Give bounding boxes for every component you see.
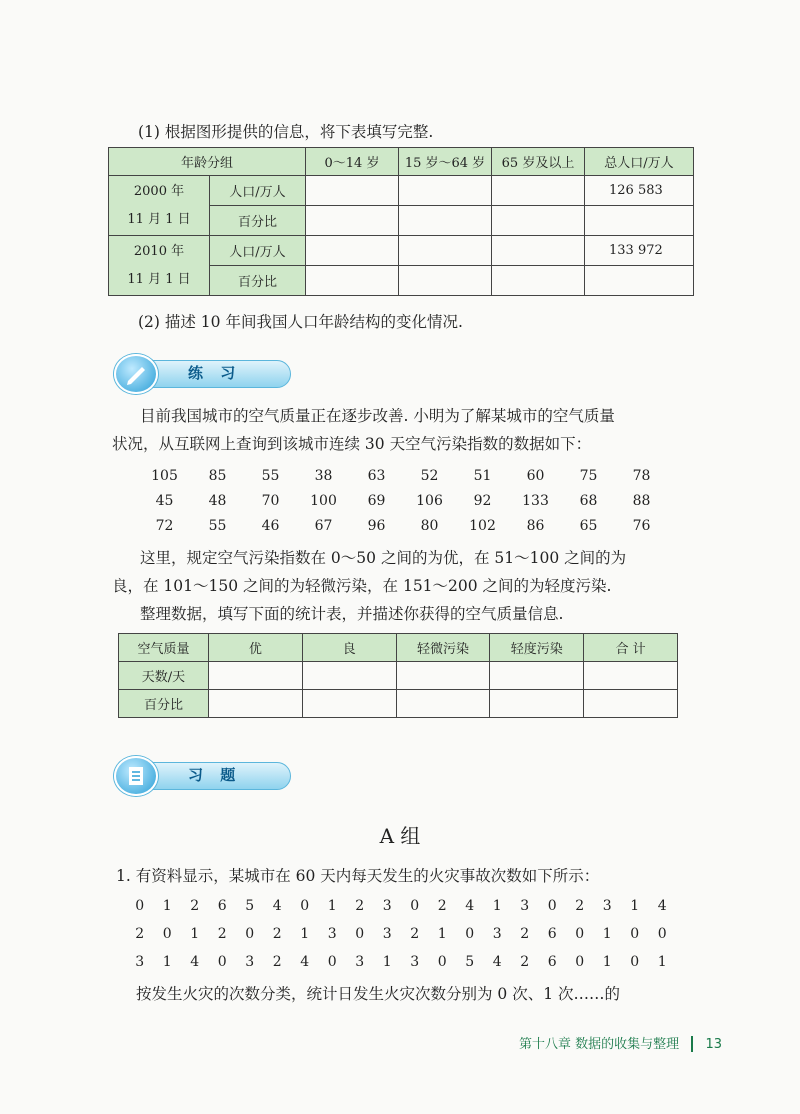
- exercise-1-text: 1. 有资料显示，某城市在 60 天内每天发生的火灾事故次数如下所示：: [116, 867, 600, 885]
- aqi-value: 60: [526, 468, 545, 484]
- fire-value: 4: [300, 954, 310, 970]
- exercise-badge: [108, 756, 298, 792]
- total-cell: 133 972: [585, 236, 694, 266]
- blank-cell: [302, 690, 396, 718]
- aqi-value: 76: [632, 518, 651, 534]
- header-cell: 0～14 岁: [306, 148, 399, 176]
- page-number: 13: [705, 1036, 722, 1052]
- blank-cell: [208, 690, 302, 718]
- rule-paragraph-3: 整理数据，填写下面的统计表，并描述你获得的空气质量信息.: [140, 605, 564, 623]
- table-row: [119, 662, 678, 690]
- table-row: [109, 176, 694, 206]
- aqi-row: [138, 464, 668, 488]
- fire-value: 1: [492, 898, 502, 914]
- aqi-value: 51: [473, 468, 492, 484]
- fire-value: 0: [630, 954, 640, 970]
- fire-value: 4: [272, 898, 282, 914]
- fire-value: 2: [217, 926, 227, 942]
- aqi-value: 55: [261, 468, 280, 484]
- row-label: 百分比: [210, 266, 306, 296]
- total-cell: 126 583: [585, 176, 694, 206]
- row-label: 百分比: [119, 690, 209, 718]
- fire-value: 2: [135, 926, 145, 942]
- aqi-value: 133: [522, 493, 549, 509]
- practice-paragraph-2: 状况，从互联网上查询到该城市连续 30 天空气污染指数的数据如下：: [112, 435, 592, 453]
- aqi-value: 52: [420, 468, 439, 484]
- table-row: [109, 236, 694, 266]
- fire-value: 6: [547, 926, 557, 942]
- table-header-row: [109, 148, 694, 176]
- header-cell: 轻度污染: [490, 634, 584, 662]
- fire-row: [126, 950, 676, 974]
- practice-badge: [108, 354, 298, 390]
- year-label: 2010 年: [133, 243, 185, 259]
- header-cell: 年龄分组: [109, 148, 306, 176]
- aqi-value: 80: [420, 518, 439, 534]
- fire-value: 0: [327, 954, 337, 970]
- blank-cell: [492, 266, 585, 296]
- air-quality-table: [118, 633, 678, 718]
- blank-cell: [306, 176, 399, 206]
- fire-value: 3: [492, 926, 502, 942]
- aqi-value: 85: [208, 468, 227, 484]
- row-label: 天数/天: [119, 662, 209, 690]
- fire-value: 1: [602, 926, 612, 942]
- page-footer: [519, 1033, 722, 1053]
- header-cell: 15 岁～64 岁: [399, 148, 492, 176]
- aqi-value: 86: [526, 518, 545, 534]
- fire-value: 0: [575, 926, 585, 942]
- header-cell: 优: [208, 634, 302, 662]
- practice-badge-label: 练 习: [188, 364, 242, 382]
- fire-value: 3: [520, 898, 530, 914]
- blank-cell: [492, 176, 585, 206]
- year-cell: [109, 176, 210, 236]
- fire-value: 3: [327, 926, 337, 942]
- blank-cell: [306, 206, 399, 236]
- fire-value: 0: [547, 898, 557, 914]
- fire-value: 1: [437, 926, 447, 942]
- blank-cell: [399, 206, 492, 236]
- fire-value: 5: [465, 954, 475, 970]
- aqi-value: 88: [632, 493, 651, 509]
- fire-value: 4: [190, 954, 200, 970]
- fire-value: 5: [245, 898, 255, 914]
- fire-value: 0: [135, 898, 145, 914]
- fire-value: 1: [190, 926, 200, 942]
- aqi-value: 72: [155, 518, 174, 534]
- fire-value: 6: [547, 954, 557, 970]
- blank-cell: [399, 266, 492, 296]
- blank-cell: [585, 266, 694, 296]
- blank-cell: [492, 206, 585, 236]
- aqi-value: 55: [208, 518, 227, 534]
- aqi-value: 69: [367, 493, 386, 509]
- aqi-value: 67: [314, 518, 333, 534]
- fire-value: 3: [602, 898, 612, 914]
- fire-value: 1: [327, 898, 337, 914]
- fire-value: 1: [657, 954, 667, 970]
- aqi-row: [138, 514, 668, 538]
- blank-cell: [306, 266, 399, 296]
- exercise-1-continuation: 按发生火灾的次数分类，统计日发生火灾次数分别为 0 次、1 次……的: [136, 985, 621, 1003]
- blank-cell: [585, 206, 694, 236]
- fire-value: 0: [162, 926, 172, 942]
- header-cell: 空气质量: [119, 634, 209, 662]
- row-label: 人口/万人: [210, 236, 306, 266]
- blank-cell: [490, 690, 584, 718]
- fire-value: 0: [410, 898, 420, 914]
- aqi-value: 106: [416, 493, 443, 509]
- q1-instruction: (1) 根据图形提供的信息，将下表填写完整.: [138, 123, 434, 141]
- fire-value: 4: [657, 898, 667, 914]
- fire-value: 3: [135, 954, 145, 970]
- aqi-value: 105: [151, 468, 178, 484]
- blank-cell: [208, 662, 302, 690]
- fire-value: 2: [437, 898, 447, 914]
- aqi-value: 78: [632, 468, 651, 484]
- fire-value: 3: [410, 954, 420, 970]
- fire-value: 2: [190, 898, 200, 914]
- fire-value: 3: [245, 954, 255, 970]
- fire-value: 1: [630, 898, 640, 914]
- row-label: 人口/万人: [210, 176, 306, 206]
- aqi-value: 102: [469, 518, 496, 534]
- header-cell: 合 计: [584, 634, 678, 662]
- fire-value: 0: [630, 926, 640, 942]
- fire-value: 3: [382, 898, 392, 914]
- blank-cell: [584, 690, 678, 718]
- pencil-icon: [114, 354, 158, 394]
- blank-cell: [396, 690, 490, 718]
- notebook-icon: [114, 756, 158, 796]
- fire-value: 2: [520, 954, 530, 970]
- fire-value: 3: [355, 954, 365, 970]
- blank-cell: [396, 662, 490, 690]
- header-cell: 轻微污染: [396, 634, 490, 662]
- rule-paragraph-1: 这里，规定空气污染指数在 0～50 之间的为优，在 51～100 之间的为: [140, 549, 627, 567]
- fire-value: 0: [217, 954, 227, 970]
- date-label: 11 月 1 日: [127, 211, 191, 227]
- population-table: [108, 147, 694, 296]
- year-label: 2000 年: [133, 183, 185, 199]
- fire-value: 2: [520, 926, 530, 942]
- aqi-value: 48: [208, 493, 227, 509]
- fire-value: 0: [575, 954, 585, 970]
- aqi-row: [138, 489, 668, 513]
- fire-row: [126, 922, 676, 946]
- fire-value: 1: [382, 954, 392, 970]
- fire-value: 6: [217, 898, 227, 914]
- rule-paragraph-2: 良，在 101～150 之间的为轻微污染，在 151～200 之间的为轻度污染.: [112, 577, 612, 595]
- blank-cell: [306, 236, 399, 266]
- date-label: 11 月 1 日: [127, 271, 191, 287]
- fire-value: 4: [465, 898, 475, 914]
- aqi-value: 65: [579, 518, 598, 534]
- fire-value: 0: [437, 954, 447, 970]
- aqi-value: 45: [155, 493, 174, 509]
- aqi-value: 96: [367, 518, 386, 534]
- blank-cell: [490, 662, 584, 690]
- footer-divider: [691, 1036, 693, 1052]
- fire-value: 0: [465, 926, 475, 942]
- aqi-value: 70: [261, 493, 280, 509]
- fire-value: 2: [575, 898, 585, 914]
- fire-value: 2: [355, 898, 365, 914]
- fire-value: 3: [382, 926, 392, 942]
- blank-cell: [584, 662, 678, 690]
- chapter-title: 第十八章 数据的收集与整理: [519, 1036, 680, 1052]
- fire-value: 1: [300, 926, 310, 942]
- q2-instruction: (2) 描述 10 年间我国人口年龄结构的变化情况.: [138, 313, 463, 331]
- fire-value: 2: [410, 926, 420, 942]
- blank-cell: [399, 176, 492, 206]
- blank-cell: [302, 662, 396, 690]
- group-title: A 组: [379, 824, 421, 848]
- blank-cell: [399, 236, 492, 266]
- aqi-value: 92: [473, 493, 492, 509]
- year-cell: [109, 236, 210, 296]
- aqi-value: 100: [310, 493, 337, 509]
- exercise-badge-label: 习 题: [188, 766, 242, 784]
- fire-value: 0: [355, 926, 365, 942]
- row-label: 百分比: [210, 206, 306, 236]
- fire-value: 4: [492, 954, 502, 970]
- blank-cell: [492, 236, 585, 266]
- aqi-value: 63: [367, 468, 386, 484]
- aqi-value: 38: [314, 468, 333, 484]
- fire-value: 2: [272, 926, 282, 942]
- fire-value: 1: [162, 954, 172, 970]
- header-cell: 良: [302, 634, 396, 662]
- header-cell: 总人口/万人: [585, 148, 694, 176]
- table-row: [119, 690, 678, 718]
- aqi-value: 75: [579, 468, 598, 484]
- fire-value: 0: [657, 926, 667, 942]
- header-cell: 65 岁及以上: [492, 148, 585, 176]
- table-header-row: [119, 634, 678, 662]
- fire-value: 2: [272, 954, 282, 970]
- fire-value: 0: [245, 926, 255, 942]
- practice-paragraph-1: 目前我国城市的空气质量正在逐步改善. 小明为了解某城市的空气质量: [140, 407, 615, 425]
- aqi-value: 68: [579, 493, 598, 509]
- fire-row: [126, 894, 676, 918]
- fire-value: 1: [162, 898, 172, 914]
- aqi-value: 46: [261, 518, 280, 534]
- fire-value: 0: [300, 898, 310, 914]
- fire-value: 1: [602, 954, 612, 970]
